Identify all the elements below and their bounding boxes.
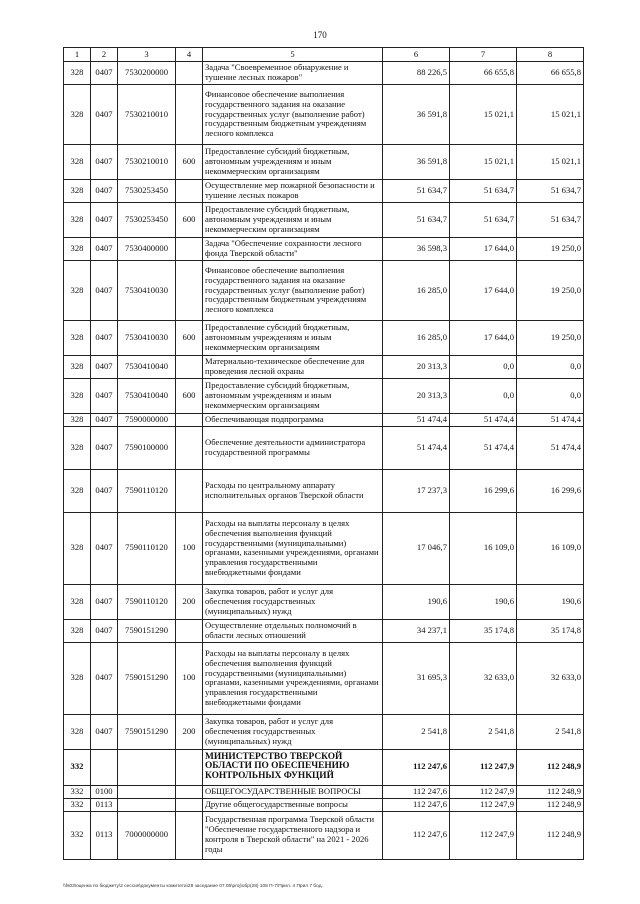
amount-year2-cell: 17 644,0 [450, 261, 517, 321]
header-cell: 8 [517, 48, 584, 62]
header-row [64, 48, 584, 62]
amount-year1-cell: 36 591,8 [383, 145, 450, 180]
table-row [64, 62, 584, 85]
amount-year2-cell: 112 247,9 [450, 811, 517, 859]
expense-type-cell: 100 [176, 642, 203, 714]
amount-year2-cell: 51 634,7 [450, 180, 517, 203]
table-row [64, 619, 584, 642]
table-row [64, 379, 584, 414]
agency-code-cell: 328 [64, 85, 91, 145]
amount-year3-cell: 66 655,8 [517, 62, 584, 85]
table-row [64, 811, 584, 859]
description-cell: Закупка товаров, работ и услуг для обеспечения государственных (муниципальных) нужд [203, 714, 383, 749]
description-cell: Расходы на выплаты персоналу в целях обеспечения выполнения функций государственными (муниципальными) органами, казенными учреждениями, органами управления государственными внебюджетными фондами [203, 642, 383, 714]
description-cell: Материально-техническое обеспечение для проведения лесной охраны [203, 356, 383, 379]
amount-year1-cell: 51 474,4 [383, 414, 450, 427]
agency-code-cell: 332 [64, 749, 91, 785]
amount-year2-cell: 51 474,4 [450, 426, 517, 469]
table-row [64, 642, 584, 714]
description-cell: Расходы на выплаты персоналу в целях обеспечения выполнения функций государственными (муниципальными) органами, казенными учреждениями, органами управления государственными внебюджетными фондами [203, 512, 383, 584]
amount-year2-cell: 16 109,0 [450, 512, 517, 584]
description-cell: Задача "Своевременное обнаружение и тушение лесных пожаров" [203, 62, 383, 85]
expense-type-cell: 600 [176, 321, 203, 356]
description-cell: Предоставление субсидий бюджетным, автономным учреждениям и иным некоммерческим организациям [203, 145, 383, 180]
description-cell: Расходы по центральному аппарату исполнительных органов Тверской области [203, 469, 383, 512]
amount-year1-cell: 112 247,6 [383, 785, 450, 798]
target-article-cell [118, 749, 176, 785]
table-row [64, 321, 584, 356]
table-row [64, 238, 584, 261]
amount-year3-cell: 51 634,7 [517, 203, 584, 238]
amount-year1-cell: 36 598,3 [383, 238, 450, 261]
agency-code-cell: 328 [64, 414, 91, 427]
amount-year1-cell: 20 313,3 [383, 356, 450, 379]
agency-code-cell: 328 [64, 714, 91, 749]
amount-year1-cell: 36 591,8 [383, 85, 450, 145]
section-code-cell: 0407 [91, 426, 118, 469]
agency-code-cell: 328 [64, 469, 91, 512]
expense-type-cell: 600 [176, 203, 203, 238]
amount-year3-cell: 112 248,9 [517, 811, 584, 859]
table-row [64, 426, 584, 469]
table-row [64, 180, 584, 203]
agency-code-cell: 328 [64, 356, 91, 379]
amount-year3-cell: 190,6 [517, 584, 584, 619]
section-code-cell: 0100 [91, 785, 118, 798]
amount-year3-cell: 112 248,9 [517, 785, 584, 798]
target-article-cell: 7590000000 [118, 414, 176, 427]
description-cell: Обеспечение деятельности администратора государственной программы [203, 426, 383, 469]
agency-code-cell: 328 [64, 619, 91, 642]
table-row [64, 145, 584, 180]
agency-code-cell: 328 [64, 379, 91, 414]
table-row [64, 785, 584, 798]
agency-code-cell: 328 [64, 62, 91, 85]
table-row [64, 261, 584, 321]
expense-type-cell [176, 785, 203, 798]
budget-table [63, 47, 584, 860]
section-code-cell: 0407 [91, 356, 118, 379]
agency-code-cell: 328 [64, 321, 91, 356]
header-cell: 4 [176, 48, 203, 62]
target-article-cell: 7530210010 [118, 85, 176, 145]
amount-year2-cell: 112 247,9 [450, 749, 517, 785]
amount-year3-cell: 19 250,0 [517, 261, 584, 321]
section-code-cell: 0113 [91, 798, 118, 811]
agency-code-cell: 328 [64, 426, 91, 469]
target-article-cell: 7530253450 [118, 203, 176, 238]
amount-year2-cell: 17 644,0 [450, 321, 517, 356]
target-article-cell: 7530410040 [118, 379, 176, 414]
amount-year1-cell: 112 247,6 [383, 798, 450, 811]
expense-type-cell: 600 [176, 379, 203, 414]
agency-code-cell: 328 [64, 238, 91, 261]
amount-year1-cell: 34 237,1 [383, 619, 450, 642]
table-row [64, 714, 584, 749]
amount-year3-cell: 2 541,8 [517, 714, 584, 749]
amount-year3-cell: 15 021,1 [517, 145, 584, 180]
amount-year1-cell: 16 285,0 [383, 321, 450, 356]
target-article-cell: 7590100000 [118, 426, 176, 469]
amount-year2-cell: 112 247,9 [450, 785, 517, 798]
amount-year1-cell: 88 226,5 [383, 62, 450, 85]
expense-type-cell [176, 749, 203, 785]
table-row [64, 356, 584, 379]
target-article-cell: 7530410040 [118, 356, 176, 379]
agency-code-cell: 328 [64, 180, 91, 203]
amount-year1-cell: 190,6 [383, 584, 450, 619]
expense-type-cell: 200 [176, 714, 203, 749]
expense-type-cell [176, 85, 203, 145]
amount-year1-cell: 31 695,3 [383, 642, 450, 714]
expense-type-cell [176, 356, 203, 379]
amount-year3-cell: 35 174,8 [517, 619, 584, 642]
header-cell: 5 [203, 48, 383, 62]
expense-type-cell [176, 62, 203, 85]
table-row [64, 584, 584, 619]
amount-year2-cell: 51 634,7 [450, 203, 517, 238]
amount-year3-cell: 19 250,0 [517, 321, 584, 356]
target-article-cell: 7000000000 [118, 811, 176, 859]
section-code-cell: 0407 [91, 145, 118, 180]
section-code-cell: 0407 [91, 238, 118, 261]
target-article-cell: 7530410030 [118, 321, 176, 356]
description-cell: Финансовое обеспечение выполнения государственного задания на оказание государственных услуг (выполнение работ) государственным бюджетным учреждениям лесного комплекса [203, 85, 383, 145]
header-cell: 7 [450, 48, 517, 62]
amount-year1-cell: 17 237,3 [383, 469, 450, 512]
amount-year3-cell: 32 633,0 [517, 642, 584, 714]
amount-year2-cell: 15 021,1 [450, 85, 517, 145]
expense-type-cell: 600 [176, 145, 203, 180]
target-article-cell: 7530253450 [118, 180, 176, 203]
description-cell: Осуществление отдельных полномочий в области лесных отношений [203, 619, 383, 642]
section-code-cell: 0407 [91, 512, 118, 584]
target-article-cell [118, 785, 176, 798]
amount-year2-cell: 32 633,0 [450, 642, 517, 714]
table-body [64, 62, 584, 860]
budget-table-container [63, 47, 583, 860]
amount-year2-cell: 0,0 [450, 379, 517, 414]
target-article-cell: 7530200000 [118, 62, 176, 85]
amount-year2-cell: 17 644,0 [450, 238, 517, 261]
description-cell: Осуществление мер пожарной безопасности и тушение лесных пожаров [203, 180, 383, 203]
amount-year1-cell: 112 247,6 [383, 749, 450, 785]
file-path-footer: \\fs03\оценка по бюджету\2 сессия\документы комитета\28 заседание 07.05\proj\обр(28) 108 П-7\Прил. 4 Прил 7 бод. [63, 884, 323, 889]
agency-code-cell: 332 [64, 785, 91, 798]
agency-code-cell: 328 [64, 203, 91, 238]
agency-code-cell: 328 [64, 642, 91, 714]
target-article-cell [118, 798, 176, 811]
section-code-cell: 0407 [91, 469, 118, 512]
table-row [64, 512, 584, 584]
description-cell: Предоставление субсидий бюджетным, автономным учреждениям и иным некоммерческим организациям [203, 379, 383, 414]
section-code-cell: 0407 [91, 642, 118, 714]
agency-code-cell: 332 [64, 798, 91, 811]
section-code-cell: 0407 [91, 584, 118, 619]
expense-type-cell [176, 619, 203, 642]
agency-code-cell: 332 [64, 811, 91, 859]
section-code-cell: 0407 [91, 414, 118, 427]
expense-type-cell [176, 238, 203, 261]
amount-year3-cell: 0,0 [517, 356, 584, 379]
amount-year2-cell: 2 541,8 [450, 714, 517, 749]
section-code-cell: 0407 [91, 180, 118, 203]
amount-year1-cell: 2 541,8 [383, 714, 450, 749]
amount-year3-cell: 16 109,0 [517, 512, 584, 584]
header-cell: 2 [91, 48, 118, 62]
amount-year2-cell: 15 021,1 [450, 145, 517, 180]
description-cell: Финансовое обеспечение выполнения государственного задания на оказание государственных услуг (выполнение работ) государственным бюджетным учреждениям лесного комплекса [203, 261, 383, 321]
amount-year3-cell: 51 474,4 [517, 414, 584, 427]
section-code-cell: 0407 [91, 619, 118, 642]
amount-year3-cell: 112 248,9 [517, 798, 584, 811]
target-article-cell: 7590151290 [118, 642, 176, 714]
amount-year1-cell: 17 046,7 [383, 512, 450, 584]
table-row [64, 469, 584, 512]
expense-type-cell [176, 426, 203, 469]
amount-year3-cell: 19 250,0 [517, 238, 584, 261]
amount-year1-cell: 20 313,3 [383, 379, 450, 414]
description-cell: Обеспечивающая подпрограмма [203, 414, 383, 427]
amount-year1-cell: 51 634,7 [383, 180, 450, 203]
header-cell: 1 [64, 48, 91, 62]
description-cell: Задача "Обеспечение сохранности лесного фонда Тверской области" [203, 238, 383, 261]
amount-year2-cell: 66 655,8 [450, 62, 517, 85]
description-cell: Предоставление субсидий бюджетным, автономным учреждениям и иным некоммерческим организациям [203, 321, 383, 356]
table-row [64, 203, 584, 238]
section-code-cell: 0407 [91, 85, 118, 145]
target-article-cell: 7530400000 [118, 238, 176, 261]
amount-year2-cell: 51 474,4 [450, 414, 517, 427]
section-code-cell: 0407 [91, 261, 118, 321]
description-cell: Закупка товаров, работ и услуг для обеспечения государственных (муниципальных) нужд [203, 584, 383, 619]
section-code-cell: 0113 [91, 811, 118, 859]
amount-year1-cell: 112 247,6 [383, 811, 450, 859]
target-article-cell: 7590110120 [118, 512, 176, 584]
amount-year3-cell: 15 021,1 [517, 85, 584, 145]
amount-year2-cell: 35 174,8 [450, 619, 517, 642]
expense-type-cell [176, 811, 203, 859]
description-cell: Предоставление субсидий бюджетным, автономным учреждениям и иным некоммерческим организациям [203, 203, 383, 238]
amount-year1-cell: 51 634,7 [383, 203, 450, 238]
description-cell: Государственная программа Тверской области "Обеспечение государственного надзора и контроля в Тверской области" на 2021 - 2026 годы [203, 811, 383, 859]
expense-type-cell: 200 [176, 584, 203, 619]
amount-year2-cell: 0,0 [450, 356, 517, 379]
expense-type-cell: 100 [176, 512, 203, 584]
table-row [64, 85, 584, 145]
target-article-cell: 7590110120 [118, 584, 176, 619]
section-code-cell [91, 749, 118, 785]
agency-code-cell: 328 [64, 584, 91, 619]
amount-year3-cell: 51 474,4 [517, 426, 584, 469]
section-code-cell: 0407 [91, 714, 118, 749]
section-code-cell: 0407 [91, 203, 118, 238]
expense-type-cell [176, 798, 203, 811]
amount-year1-cell: 16 285,0 [383, 261, 450, 321]
amount-year2-cell: 190,6 [450, 584, 517, 619]
expense-type-cell [176, 469, 203, 512]
amount-year3-cell: 112 248,9 [517, 749, 584, 785]
target-article-cell: 7590151290 [118, 714, 176, 749]
expense-type-cell [176, 414, 203, 427]
agency-code-cell: 328 [64, 261, 91, 321]
agency-code-cell: 328 [64, 512, 91, 584]
table-row [64, 798, 584, 811]
amount-year1-cell: 51 474,4 [383, 426, 450, 469]
amount-year3-cell: 0,0 [517, 379, 584, 414]
section-code-cell: 0407 [91, 321, 118, 356]
expense-type-cell [176, 261, 203, 321]
target-article-cell: 7590151290 [118, 619, 176, 642]
description-cell: ОБЩЕГОСУДАРСТВЕННЫЕ ВОПРОСЫ [203, 785, 383, 798]
amount-year2-cell: 112 247,9 [450, 798, 517, 811]
target-article-cell: 7590110120 [118, 469, 176, 512]
section-code-cell: 0407 [91, 62, 118, 85]
amount-year3-cell: 51 634,7 [517, 180, 584, 203]
agency-code-cell: 328 [64, 145, 91, 180]
table-row [64, 414, 584, 427]
description-cell: Другие общегосударственные вопросы [203, 798, 383, 811]
expense-type-cell [176, 180, 203, 203]
header-cell: 3 [118, 48, 176, 62]
table-row [64, 749, 584, 785]
description-cell: МИНИСТЕРСТВО ТВЕРСКОЙ ОБЛАСТИ ПО ОБЕСПЕЧЕНИЮ КОНТРОЛЬНЫХ ФУНКЦИЙ [203, 749, 383, 785]
header-cell: 6 [383, 48, 450, 62]
page-number: 170 [313, 30, 327, 40]
target-article-cell: 7530210010 [118, 145, 176, 180]
amount-year3-cell: 16 299,6 [517, 469, 584, 512]
target-article-cell: 7530410030 [118, 261, 176, 321]
section-code-cell: 0407 [91, 379, 118, 414]
amount-year2-cell: 16 299,6 [450, 469, 517, 512]
